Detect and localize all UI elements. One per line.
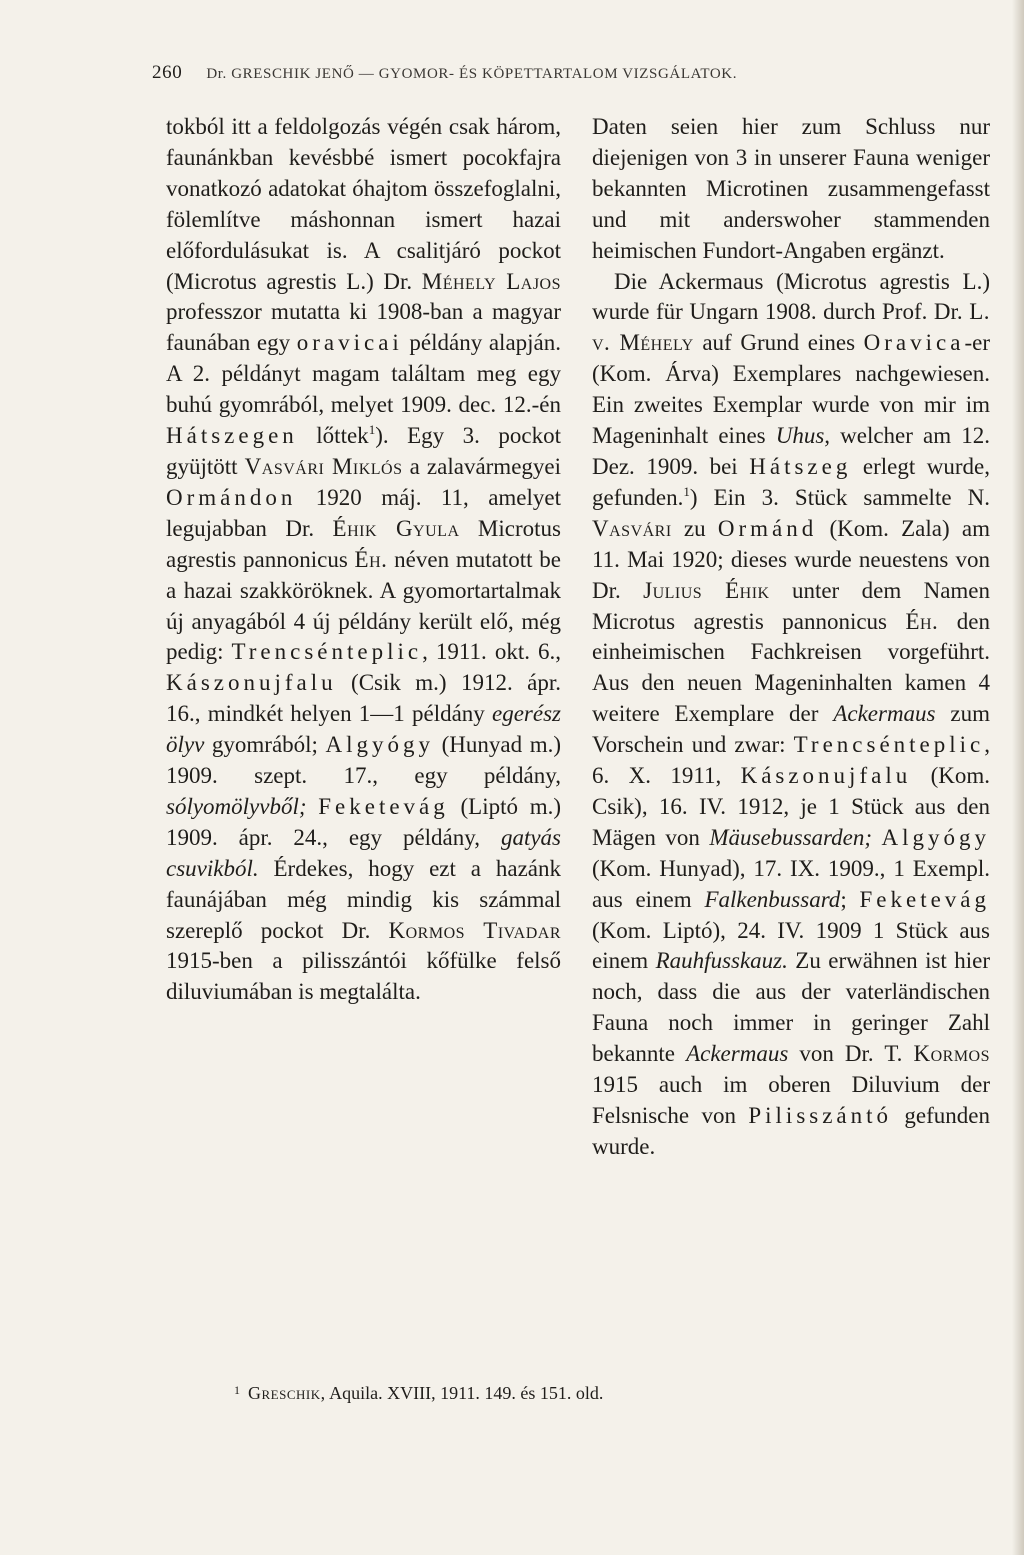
species-name: Ackermaus xyxy=(833,701,936,727)
footnote-marker: 1 xyxy=(683,483,690,499)
text-run: (Kom. Hunyad), 17. IX. 1909., 1 Exempl. aus einem xyxy=(592,855,990,912)
text-run: erlegt wurde, gefunden. xyxy=(592,453,990,510)
page-edge-shadow xyxy=(1012,0,1024,1555)
text-run: , 6. X. 1911, xyxy=(592,732,990,789)
text-run: ; xyxy=(840,886,860,912)
text-run: gyomrából; xyxy=(204,732,326,758)
place-name: Hátszeg xyxy=(749,453,852,479)
place-name: Algyógy xyxy=(881,824,990,850)
species-name: sólyomölyvből; xyxy=(166,793,307,819)
place-name: Feketevág xyxy=(318,793,449,819)
text-run: (Kom. Csik), 16. IV. 1912, je 1 Stück aus den Mägen von xyxy=(592,763,990,850)
person-name: Vasvári Miklós xyxy=(244,453,403,479)
species-name: Rauhfusskauz. xyxy=(655,948,788,974)
species-name: Uhus, xyxy=(775,423,831,449)
text-run: , 1911. okt. 6., xyxy=(422,639,561,665)
text-run: (Csik m.) 1912. ápr. 16., mindkét helyen 1—1 példány xyxy=(166,670,561,727)
text-run xyxy=(872,825,881,850)
species-name: gatyás csuvikból. xyxy=(166,824,561,881)
text-run: von Dr. T. xyxy=(788,1041,914,1067)
hungarian-column xyxy=(166,112,561,1008)
place-name: Algyógy xyxy=(325,732,435,758)
person-name: Kormos Tivadar xyxy=(388,917,561,943)
author-abbreviation: Éh. xyxy=(354,546,388,572)
text-run: (Kom. Liptó), 24. IV. 1909 1 Stück aus einem xyxy=(592,917,990,974)
page-number: 260 xyxy=(152,62,183,83)
text-run: unter dem Namen Microtus agrestis pannonicus xyxy=(592,577,991,634)
text-run: Die Ackermaus (Microtus agrestis L.) wurde für Ungarn 1908. durch Prof. Dr. xyxy=(592,268,990,325)
text-run: professzor mutatta ki 1908-ban a magyar faunában egy xyxy=(166,299,561,356)
text-run: lőttek xyxy=(297,423,369,449)
running-header xyxy=(152,62,892,84)
person-name: Kormos xyxy=(913,1041,991,1067)
text-run: -er (Kom. Árva) Exemplares nachgewiesen. Ein zweites Exemplar wurde von mir im Mageninhalt eines xyxy=(592,330,990,449)
person-name: Éhik Gyula xyxy=(332,515,460,541)
footnote-marker: 1 xyxy=(368,422,376,438)
place-name: Ormándon xyxy=(166,484,297,510)
text-run: zum Vorschein und zwar: xyxy=(592,701,990,758)
text-run: 1915 auch im oberen Diluvium der Felsnische von xyxy=(592,1072,990,1128)
place-name: Trencsénteplic xyxy=(793,732,985,758)
place-name: Hátszegen xyxy=(166,423,298,449)
person-name: Méhely Lajos xyxy=(421,268,561,294)
text-run: Microtus agrestis pannonicus xyxy=(166,515,561,572)
place-name: Ormánd xyxy=(717,515,818,541)
species-name: egerész ölyv xyxy=(166,701,561,758)
text-run: gefunden wurde. xyxy=(592,1103,990,1159)
place-name: Oravica xyxy=(863,330,965,356)
footnote xyxy=(234,1378,834,1405)
text-run: Daten seien hier zum Schluss nur diejenigen von 3 in unserer Fauna weniger bekannten Microtinen zusammengefasst und mit anderswoher stammenden heimischen Fundort-Angaben ergänzt. xyxy=(592,114,990,263)
german-column xyxy=(592,112,990,1163)
place-name: Trencsénteplic xyxy=(231,639,423,665)
place-name: Kászonujfalu xyxy=(740,763,912,789)
place-name: Kászonujfalu xyxy=(166,670,337,696)
text-run: Érdekes, hogy ezt a hazánk faunájában még mindig kis számmal szereplő pockot Dr. xyxy=(166,855,561,943)
german-paragraph-intro xyxy=(592,112,990,267)
text-run xyxy=(307,794,319,819)
text-run: (Kom. Zala) am 11. Mai 1920; dieses wurde neuestens von Dr. xyxy=(592,515,990,603)
text-run: ) Ein 3. Stück sammelte N. xyxy=(689,484,990,510)
person-name: Julius Éhik xyxy=(643,577,770,603)
person-name: L. v. Méhely xyxy=(592,299,990,356)
text-run: zu xyxy=(671,515,718,541)
footnote-text: Aquila. XVIII, 1911. 149. és 151. old. xyxy=(325,1383,604,1403)
text-run: 1920 máj. 11, amelyet legujabban Dr. xyxy=(166,484,561,541)
author-abbreviation: Éh. xyxy=(905,608,939,634)
text-run: (Hunyad m.) 1909. szept. 17., egy példány, xyxy=(166,732,561,789)
person-name: Vasvári xyxy=(592,515,672,541)
text-run: tokból itt a feldolgozás végén csak három, faunánkban kevésbbé ismert pocokfajra vonatkozó adatokat óhajtom összefoglalni, fölemlítve máshonnan ismert hazai előfordulásukat is. A csalitjáró pockot (Microtus agrestis L.) Dr. xyxy=(166,114,561,294)
text-run: példány alapján. A 2. példányt magam találtam meg egy buhú gyomrából, melyet 1909. dec. 12.-én xyxy=(166,330,562,418)
text-run: néven mutatott be a hazai szakköröknek. A gyomortartalmak új anyagából 4 új példány került elő, még pedig: xyxy=(166,546,561,665)
species-name: Ackermaus xyxy=(686,1041,789,1067)
footnote-author: Greschik, xyxy=(248,1383,326,1403)
text-run: auf Grund eines xyxy=(693,330,864,356)
text-run: a zalavármegyei xyxy=(402,453,562,479)
running-title: Dr. GRESCHIK JENŐ — GYOMOR- ÉS KÖPETTARTALOM VIZSGÁLATOK. xyxy=(206,66,738,82)
species-name: Mäusebussarden; xyxy=(709,824,873,850)
text-run: (Liptó m.) 1909. ápr. 24., egy példány, xyxy=(166,793,562,850)
species-name: Falkenbussard xyxy=(704,886,841,912)
german-paragraph-main xyxy=(592,267,990,1163)
hungarian-paragraph xyxy=(166,112,561,1008)
place-name: oravicai xyxy=(296,330,403,356)
text-run: ). Egy 3. pockot gyüjtött xyxy=(166,423,561,479)
text-run: den einheimischen Fachkreisen vorgeführt. Aus den neuen Mageninhalten kamen 4 weitere Exemplare der xyxy=(592,608,990,727)
text-run: Zu erwähnen ist hier noch, dass die aus der vaterländischen Fauna noch immer in geringer Zahl bekannte xyxy=(592,948,990,1067)
text-run: welcher am 12. Dez. 1909. bei xyxy=(592,423,990,479)
text-run: 1915-ben a pilisszántói kőfülke felső diluviumában is megtalálta. xyxy=(166,948,561,1005)
place-name: Pilisszántó xyxy=(748,1103,893,1128)
place-name: Feketevág xyxy=(859,886,991,912)
footnote-mark: 1 xyxy=(234,1383,240,1397)
